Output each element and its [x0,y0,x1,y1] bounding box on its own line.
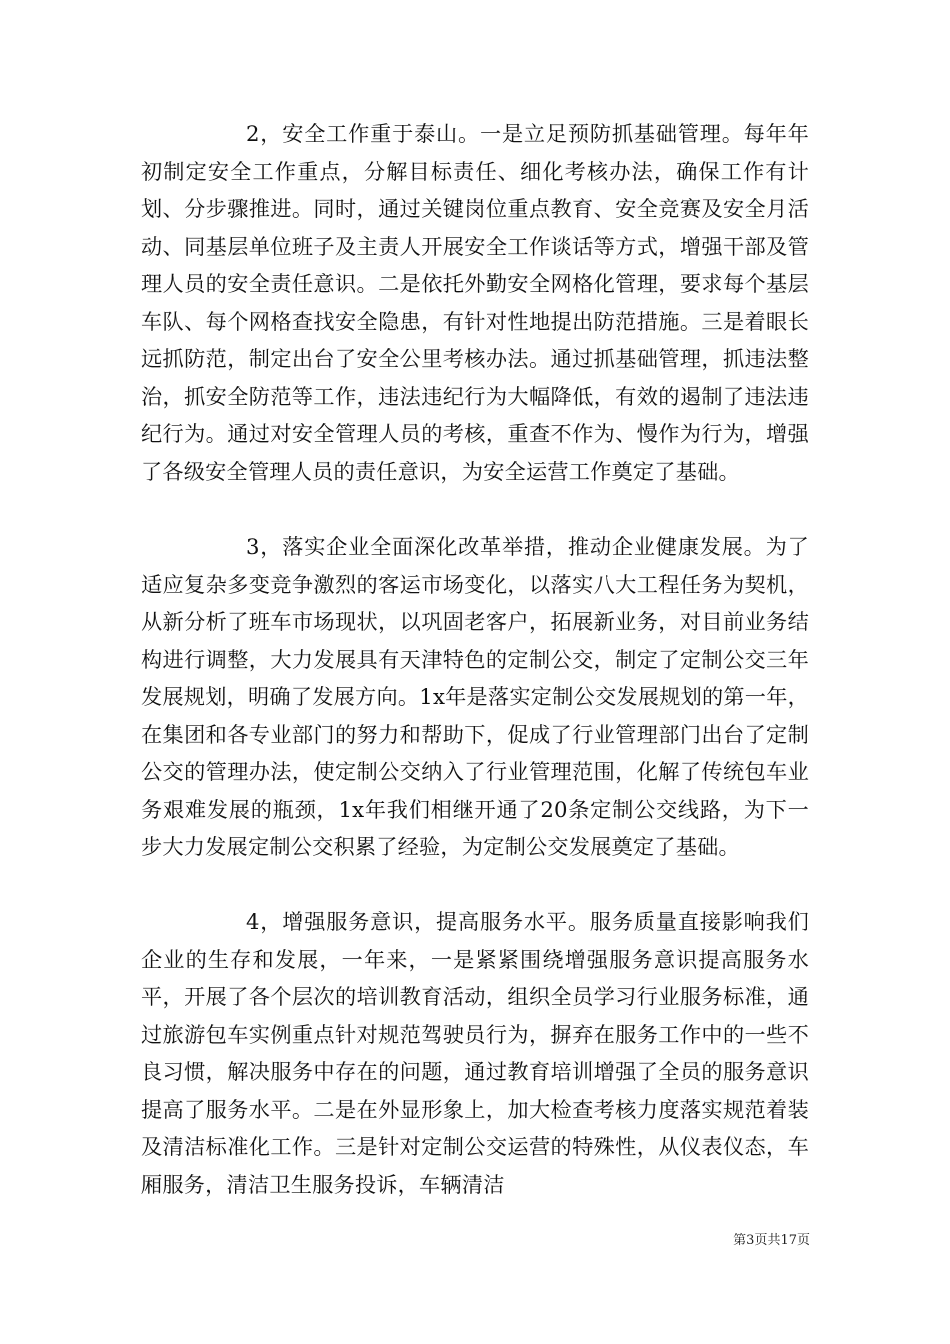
page-number-footer: 第3页共17页 [733,1233,810,1248]
paragraph-service-awareness: 4，增强服务意识，提高服务水平。服务质量直接影响我们企业的生存和发展，一年来，一是紧紧围绕增强服务意识提高服务水平，开展了各个层次的培训教育活动，组织全员学习行业服务标准，通过旅游包车实例重点针对规范驾驶员行为，摒弃在服务工作中的一些不良习惯，解决服务中存在的问题，通过教育培训增强了全员的服务意识提高了服务水平。二是在外显形象上，加大检查考核力度落实规范着装及清洁标准化工作。三是针对定制公交运营的特殊性，从仪表仪态，车厢服务，清洁卫生服务投诉，车辆清洁 [141,909,809,1197]
paragraph-safety-work: 2，安全工作重于泰山。一是立足预防抓基础管理。每年年初制定安全工作重点，分解目标责任、细化考核办法，确保工作有计划、分步骤推进。同时，通过关键岗位重点教育、安全竞赛及安全月活动、同基层单位班子及主责人开展安全工作谈话等方式，增强干部及管理人员的安全责任意识。二是依托外勤安全网格化管理，要求每个基层车队、每个网格查找安全隐患，有针对性地提出防范措施。三是着眼长远抓防范，制定出台了安全公里考核办法。通过抓基础管理，抓违法整治，抓安全防范等工作，违法违纪行为大幅降低，有效的遏制了违法违纪行为。通过对安全管理人员的考核，重查不作为、慢作为行为，增强了各级安全管理人员的责任意识，为安全运营工作奠定了基础。 [141,121,809,484]
paragraph-enterprise-reform: 3，落实企业全面深化改革举措，推动企业健康发展。为了适应复杂多变竞争激烈的客运市场变化，以落实八大工程任务为契机，从新分析了班车市场现状，以巩固老客户，拓展新业务，对目前业务结构进行调整，大力发展具有天津特色的定制公交，制定了定制公交三年发展规划，明确了发展方向。1x年是落实定制公交发展规划的第一年，在集团和各专业部门的努力和帮助下，促成了行业管理部门出台了定制公交的管理办法，使定制公交纳入了行业管理范围，化解了传统包车业务艰难发展的瓶颈，1x年我们相继开通了20条定制公交线路，为下一步大力发展定制公交积累了经验，为定制公交发展奠定了基础。 [141,534,809,859]
